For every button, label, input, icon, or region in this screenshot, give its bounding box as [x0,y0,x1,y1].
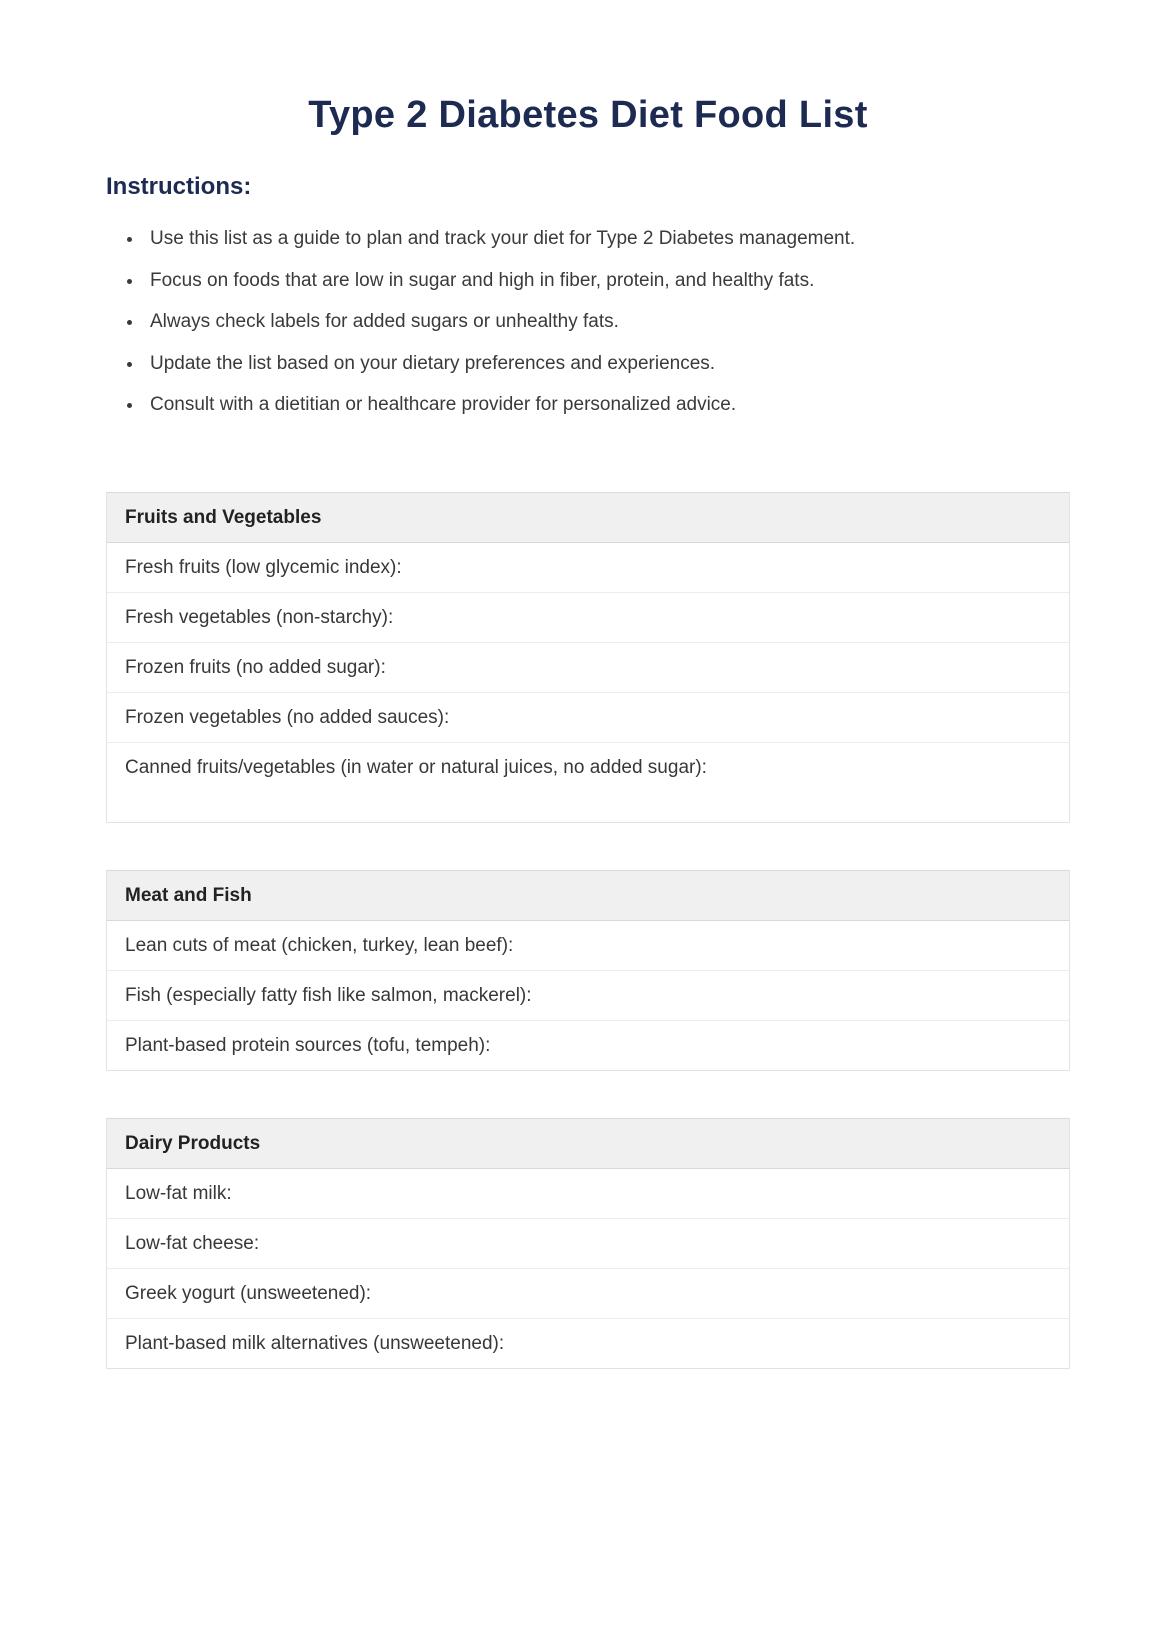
instruction-item: • Use this list as a guide to plan and track your diet for Type 2 Diabetes management. [144,228,1070,249]
instruction-item: • Always check labels for added sugars or unhealthy fats. [144,311,1070,332]
section-header: Fruits and Vegetables [107,493,1069,543]
table-row: Plant-based milk alternatives (unsweetened): [125,1333,505,1354]
table-row: Low-fat cheese: [107,1219,1069,1269]
section-header: Meat and Fish [107,871,1069,921]
section-meat-and-fish [106,870,1070,1071]
instruction-item: • Update the list based on your dietary preferences and experiences. [144,353,1070,374]
section-fruits-and-vegetables [106,492,1070,823]
instruction-item: • Focus on foods that are low in sugar and high in fiber, protein, and healthy fats. [144,270,1070,291]
page-title: Type 2 Diabetes Diet Food List [308,94,868,136]
instructions-heading: Instructions: [106,173,252,200]
table-row: Frozen vegetables (no added sauces): [107,693,1069,743]
section-dairy-products [106,1118,1070,1369]
table-row: Fresh vegetables (non-starchy): [107,593,1069,643]
table-row: Lean cuts of meat (chicken, turkey, lean beef): [107,921,1069,971]
instructions-list [120,228,1070,415]
table-row: Greek yogurt (unsweetened): [107,1269,1069,1319]
table-row: Low-fat milk: [107,1169,1069,1219]
table-row: Fresh fruits (low glycemic index): [107,543,1069,593]
table-row: Canned fruits/vegetables (in water or natural juices, no added sugar): [125,757,707,778]
table-row: Frozen fruits (no added sugar): [107,643,1069,693]
section-header: Dairy Products [107,1119,1069,1169]
table-row: Fish (especially fatty fish like salmon, mackerel): [107,971,1069,1021]
instruction-item: • Consult with a dietitian or healthcare provider for personalized advice. [144,394,1070,415]
table-row: Plant-based protein sources (tofu, tempeh): [125,1035,491,1056]
